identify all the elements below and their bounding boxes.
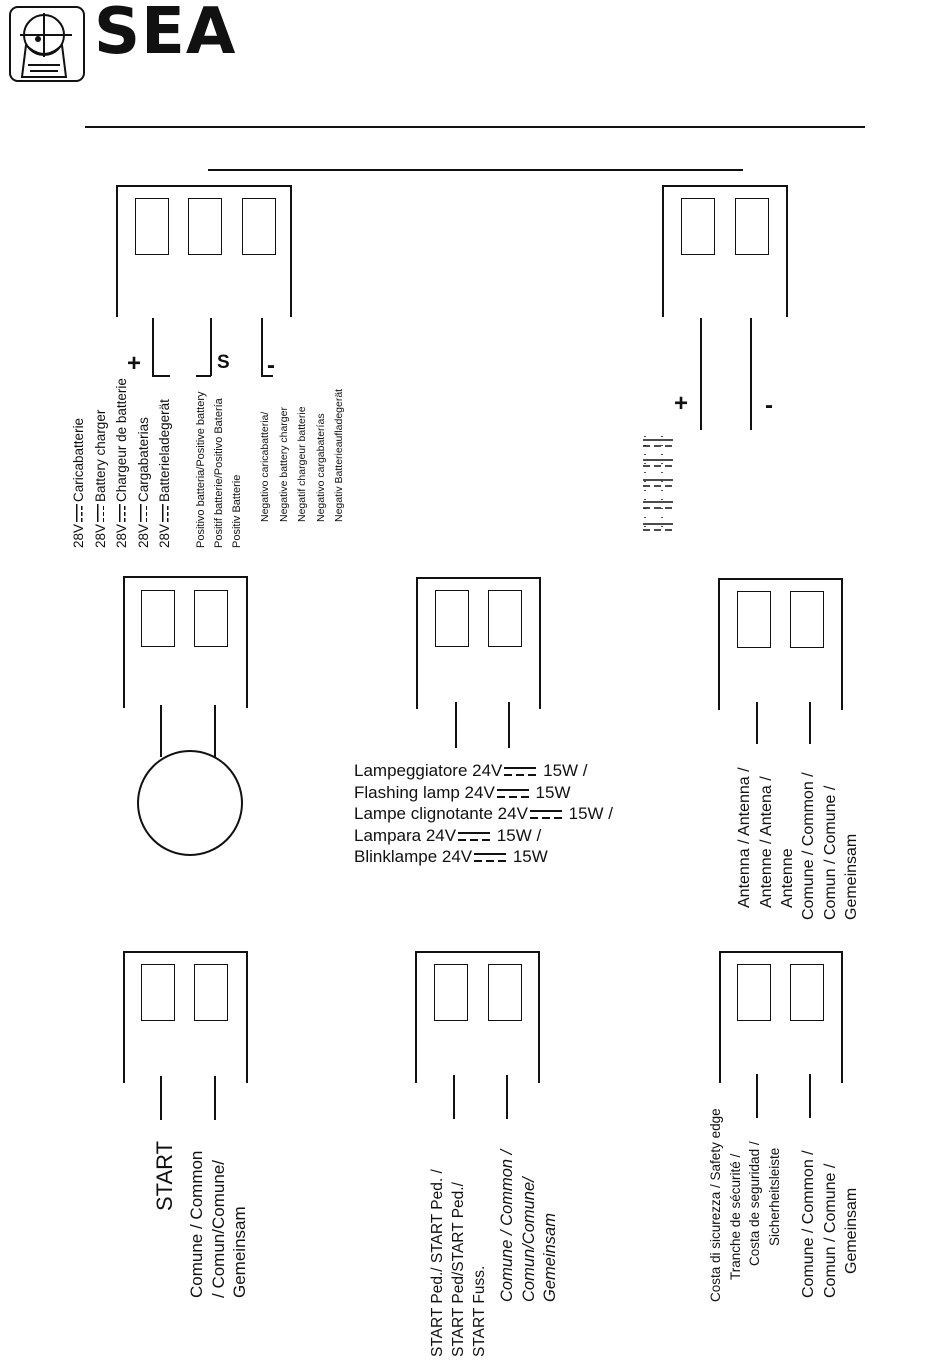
wire [261,318,263,376]
wire [210,318,212,376]
wire [160,705,162,757]
lamp-label-line: Blinklampe 24V 15W [354,847,548,866]
wire [700,318,702,430]
terminal [790,591,824,648]
wire [455,702,457,748]
plus-sign: + [127,350,142,377]
charger-label-group [68,378,176,548]
antenna-common-label: Comune / Common / Comun / Comune / Gemeinsam [800,772,860,920]
terminal [242,198,276,255]
terminal [735,198,769,255]
terminal [488,964,522,1021]
wire [809,1074,811,1118]
terminal [681,198,715,255]
s-label: S [217,352,230,373]
positive-battery-label: Positivo batteria/Positive battery Positif batterie/Positivo Batería Positiv Batterie [195,391,243,548]
terminal [737,964,771,1021]
charger-label-line: 28VCargabaterias [135,417,151,548]
terminal [188,198,222,255]
minus-sign: - [267,352,275,379]
charger-label-line: 28VCaricabatterie [71,417,86,548]
wire [750,318,752,430]
wire [152,375,170,377]
wire [214,705,216,757]
terminal [135,198,169,255]
terminal [737,591,771,648]
lamp-label-line: Lampara 24V 15W / [354,825,542,845]
safety-edge-label: Costa di sicurezza / Safety edge Tranche de sécurité / Costa de seguridad / Sicherheitsleiste [708,1108,782,1302]
wire [214,1076,216,1120]
terminal [434,964,468,1021]
wire [508,702,510,748]
start-ped-label: START Ped./ START Ped. / START Ped/START Ped./ START Fuss. [429,1169,488,1357]
terminal [141,590,175,647]
header-rule [85,126,865,128]
title-rule [208,169,743,171]
wire [506,1075,508,1119]
terminal [194,964,228,1021]
terminal [488,590,522,647]
dc-symbols-icon [640,436,680,536]
sea-logo [8,0,248,85]
brand-name: SEA [94,0,237,69]
terminal [435,590,469,647]
start-label: START [152,1140,177,1211]
negative-battery-label: Negativo caricabatteria/ Negative battery charger Negatif chargeur batterie Negativo cargabaterías Negativ Batterieaufladegerät [259,388,345,522]
charger-label-line: 28VBattery charger [92,409,108,548]
minus-sign: - [765,392,773,419]
safety-edge-common-label: Comune / Common / Comun / Comune / Gemeinsam [800,1150,860,1298]
sea-helmet-emblem-icon [8,5,86,83]
terminal [194,590,228,647]
wire [152,318,154,376]
lamp-label-line: Lampeggiatore 24V 15W / [354,761,588,780]
charger-label-line: 28VChargeur de batterie [114,378,129,548]
antenna-label: Antenna / Antenna / Antenne / Antena / Antenne [736,767,796,908]
terminal [141,964,175,1021]
wire [160,1076,162,1120]
flashing-lamp-label [354,760,613,868]
start-ped-common-label: Comune / Common / Comun/Comune/ Gemeinsam [498,1149,559,1302]
lamp-label-line: Flashing lamp 24V 15W [354,782,571,802]
wire [196,375,211,377]
lamp-label-line: Lampe clignotante 24V 15W / [354,804,614,823]
plus-sign: + [674,390,689,417]
start-common-label: Comune / Common / Comun/Comune/ Gemeinsam [187,1150,249,1298]
motor-symbol [137,750,243,856]
charger-label-line: 28VBatterieladegerät [157,399,172,548]
terminal [790,964,824,1021]
wire [756,702,758,744]
wire [453,1075,455,1119]
wire [809,702,811,744]
